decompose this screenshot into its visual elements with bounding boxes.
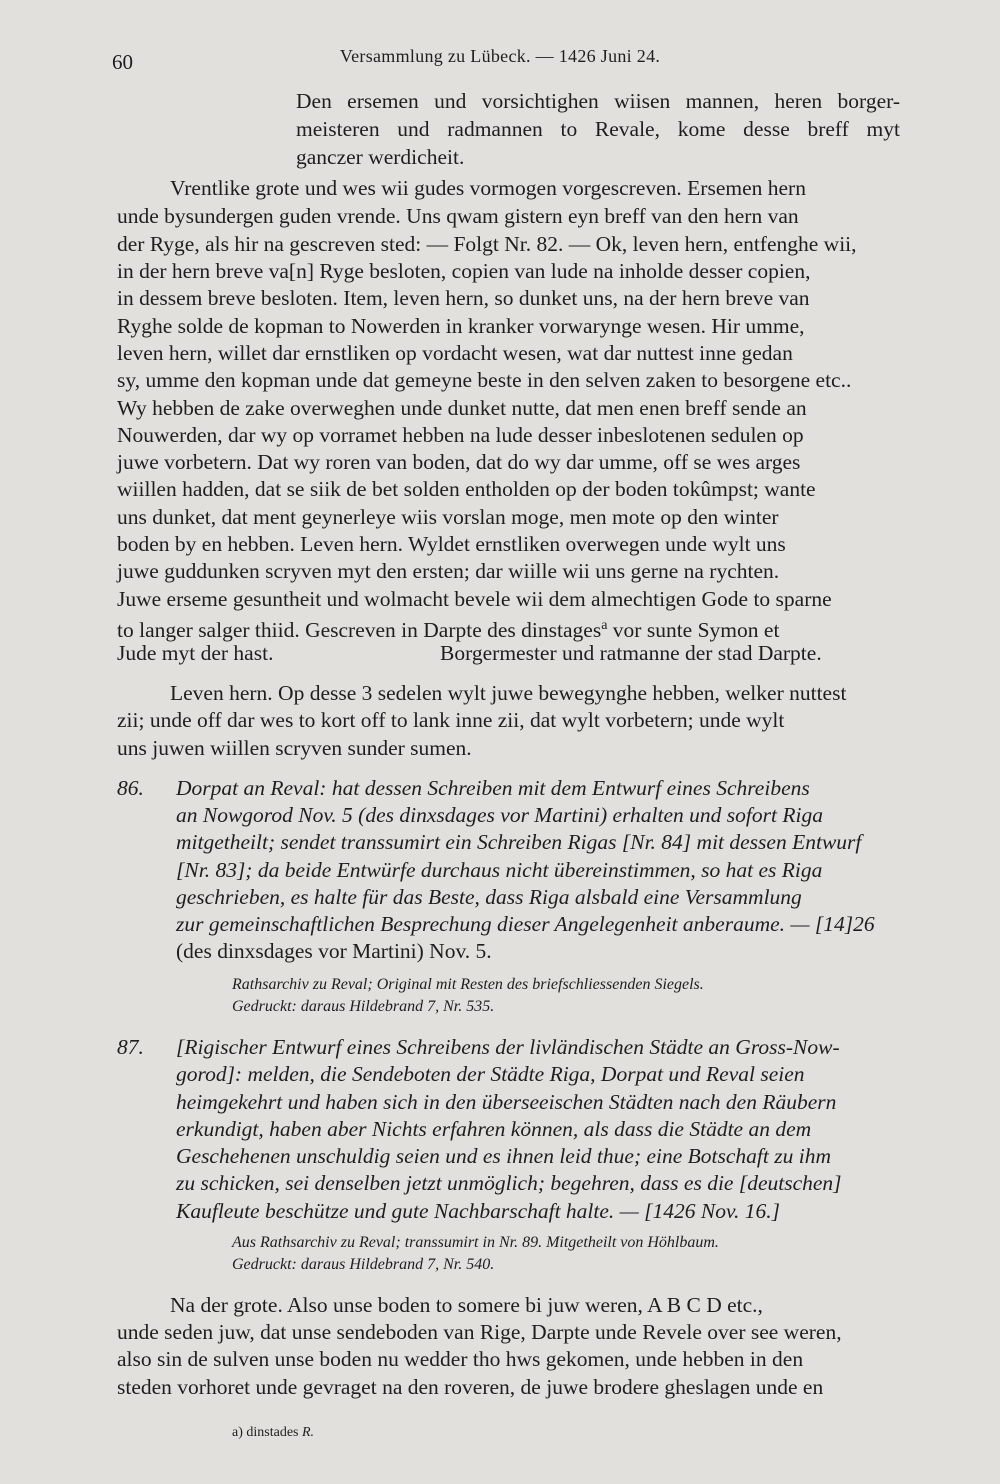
footnote (232, 1424, 314, 1442)
address-line: ganczer werdicheit. (296, 145, 465, 169)
regest-line: [Rigischer Entwurf eines Schreibens der livländischen Städte an Gross-Now- (176, 1035, 840, 1059)
source-note: Gedruckt: daraus Hildebrand 7, Nr. 535. (232, 998, 495, 1015)
regest-line: gorod]: melden, die Sendeboten der Städte Riga, Dorpat und Reval seien (176, 1062, 805, 1086)
regest-line: zu schicken, sei denselben jetzt unmöglich; begehren, dass es die [deutschen] (176, 1171, 842, 1195)
signature: Borgermester und ratmanne der stad Darpte. (440, 641, 822, 665)
regest-line: an Nowgorod Nov. 5 (des dinxsdages vor Martini) erhalten und sofort Riga (176, 803, 823, 827)
letter-line: der Ryge, als hir na gescreven sted: — Folgt Nr. 82. — Ok, leven hern, entfenghe wii, (117, 232, 857, 256)
page-number: 60 (112, 50, 133, 74)
regest-line: (des dinxsdages vor Martini) Nov. 5. (176, 939, 492, 963)
regest-line: geschrieben, es halte für das Beste, dass Riga alsbald eine Versammlung (176, 885, 802, 909)
letter-line: Juwe erseme gesuntheit und wolmacht bevele wii dem almechtigen Gode to sparne (117, 587, 832, 611)
letter-line: sy, umme den kopman unde dat gemeyne beste in den selven zaken to besorgene etc.. (117, 368, 852, 392)
letter-line: leven hern, willet dar ernstliken op vordacht wesen, wat dar nuttest inne gedan (117, 341, 793, 365)
source-note: Aus Rathsarchiv zu Reval; transsumirt in Nr. 89. Mitgetheilt von Höhlbaum. (232, 1234, 719, 1251)
letter-line-text: vor sunte Symon et (612, 618, 780, 643)
text-line: unde seden juw, dat unse sendeboden van Rige, Darpte unde Revele over see weren, (117, 1320, 842, 1344)
letter-line-text: to langer salger thiid. Gescreven in Darpte des dinstages (117, 618, 602, 643)
regest-line: Dorpat an Reval: hat dessen Schreiben mit dem Entwurf eines Schreibens (176, 776, 810, 800)
text-line: Na der grote. Also unse boden to somere bi juw weren, A B C D etc., (170, 1293, 763, 1317)
address-line: Den ersemen und vorsichtighen wiisen mannen, heren borger- (296, 89, 900, 113)
regest-line: erkundigt, haben aber Nichts erfahren können, als dass die Städte an dem (176, 1117, 812, 1141)
letter-line: wiillen hadden, dat se siik de bet solden entholden op der boden tokûmpst; wante (117, 477, 816, 501)
running-title: Versammlung zu Lübeck. — 1426 Juni 24. (339, 46, 661, 66)
text-line: steden vorhoret unde gevraget na den roveren, de juwe brodere gheslagen unde en (117, 1375, 824, 1399)
address-line: meisteren und radmannen to Revale, kome desse breff myt (296, 117, 900, 141)
footnote-text: a) dinstades (232, 1425, 299, 1440)
regest-line: Geschehenen unschuldig seien und es ihnen leid thue; eine Botschaft zu ihm (176, 1144, 831, 1168)
letter-line: in dessem breve besloten. Item, leven hern, so dunket uns, na der hern breve van (117, 286, 810, 310)
footnote-marker: a (601, 618, 608, 633)
letter-line: Nouwerden, dar wy op vorramet hebben na lude desser inbeslotenen sedulen op (117, 423, 804, 447)
entry-number: 87. (117, 1035, 144, 1059)
regest-line: mitgetheilt; sendet transsumirt ein Schreiben Rigas [Nr. 84] mit dessen Entwurf (176, 830, 862, 854)
source-note: Gedruckt: daraus Hildebrand 7, Nr. 540. (232, 1256, 495, 1273)
letter-line (117, 613, 779, 643)
letter-line: Wy hebben de zake overweghen unde dunket nutte, dat men enen breff sende an (117, 396, 807, 420)
letter-line: unde bysundergen guden vrende. Uns qwam gistern eyn breff van den hern van (117, 204, 799, 228)
regest-line: Kaufleute beschütze und gute Nachbarschaft halte. — [1426 Nov. 16.] (176, 1199, 780, 1223)
letter-line: juwe guddunken scryven myt den ersten; dar wiille wii uns gerne na rychten. (117, 559, 780, 583)
letter-line: Ryghe solde de kopman to Nowerden in kranker vorwarynge wesen. Hir umme, (117, 314, 805, 338)
letter-line: boden by en hebben. Leven hern. Wyldet ernstliken overwegen unde wylt uns (117, 532, 786, 556)
letter-line: Jude myt der hast. (117, 641, 274, 665)
postscript-line: Leven hern. Op desse 3 sedelen wylt juwe bewegynghe hebben, welker nuttest (170, 681, 847, 705)
footnote-siglum: R. (301, 1425, 315, 1440)
letter-line: uns dunket, dat ment geynerleye wiis vorslan moge, men mote op den winter (117, 505, 779, 529)
postscript-line: uns juwen wiillen scryven sunder sumen. (117, 736, 472, 760)
letter-line: juwe vorbetern. Dat wy roren van boden, dat do wy dar umme, off se wes arges (117, 450, 801, 474)
text-line: also sin de sulven unse boden nu wedder tho hws gekomen, unde hebben in den (117, 1347, 804, 1371)
regest-line: heimgekehrt und haben sich in den überseeischen Städten nach den Räubern (176, 1090, 837, 1114)
letter-line: in der hern breve va[n] Ryge besloten, copien van lude na inholde desser copien, (117, 259, 811, 283)
entry-number: 86. (117, 776, 144, 800)
regest-line: zur gemeinschaftlichen Besprechung dieser Angelegenheit anberaume. — [14]26 (176, 912, 875, 936)
letter-line: Vrentlike grote und wes wii gudes vormogen vorgescreven. Ersemen hern (170, 176, 806, 200)
postscript-line: zii; unde off dar wes to kort off to lank inne zii, dat wylt vorbetern; unde wylt (117, 708, 785, 732)
regest-line: [Nr. 83]; da beide Entwürfe durchaus nicht übereinstimmen, so hat es Riga (176, 858, 823, 882)
source-note: Rathsarchiv zu Reval; Original mit Resten des briefschliessenden Siegels. (232, 976, 704, 993)
